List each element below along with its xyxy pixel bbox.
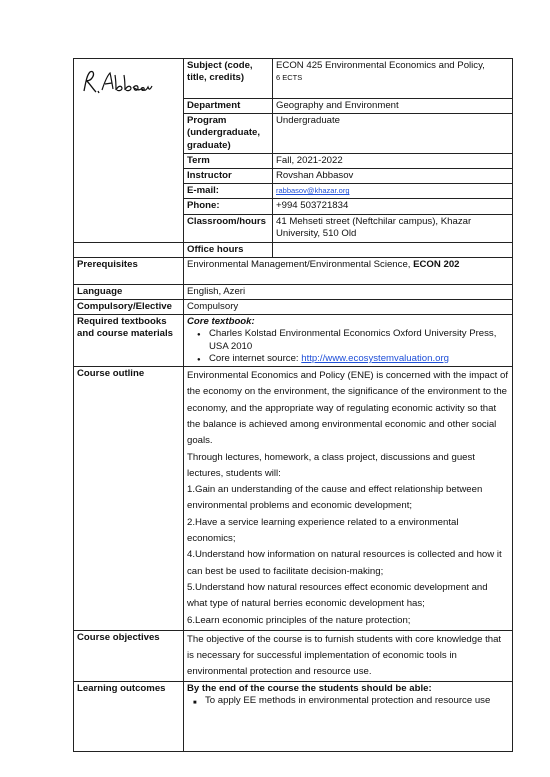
subject-value: ECON 425 Environmental Economics and Policy, [276,60,485,71]
office-hours-value [273,242,513,257]
prerequisites-value: Environmental Management/Environmental Science, [187,258,414,270]
prerequisites-cell [184,257,513,284]
term-value: Fall, 2021-2022 [273,153,513,168]
textbooks-list [187,328,509,365]
outline-paragraph: 5.Understand how natural resources effect economic development and what type of natural berries economic development has; [187,581,488,610]
outcomes-cell [184,681,513,751]
internet-source-label: Core internet source: [209,352,302,364]
subject-cell [273,59,513,99]
email-label: E-mail: [184,184,273,199]
syllabus-table [73,58,513,752]
subject-label: Subject (code, title, credits) [184,59,273,99]
outcomes-list [187,695,509,707]
classroom-value: 41 Mehseti street (Neftchilar campus), Khazar University, 510 Old [273,214,513,242]
department-label: Department [184,99,273,114]
signature-cell [74,59,184,243]
prerequisites-code: ECON 202 [413,258,460,270]
textbooks-label: Required textbooks and course materials [74,315,184,367]
office-hours-label: Office hours [184,242,273,257]
outline-paragraph: 1.Gain an understanding of the cause and effect relationship between environmental problems and economic development; [187,484,483,512]
outcomes-heading: By the end of the course the students should be able: [187,682,432,694]
outline-paragraph: Environmental Economics and Policy (ENE) is concerned with the impact of the economy on the environment, the significance of the environment to the economy, and the appropriate way of regulating economic activity so that the balance is achieved among environmental economic and other social goals. [187,370,508,447]
term-label: Term [184,153,273,168]
compulsory-value: Compulsory [184,300,513,315]
outline-paragraph: 2.Have a service learning experience related to a environmental economics; [187,516,459,545]
program-label: Program (undergraduate, graduate) [184,114,273,154]
classroom-label: Classroom/hours [184,214,273,242]
objectives-value: The objective of the course is to furnish students with core knowledge that is necessary for successful implementation of economic tools in environmental protection and resource use. [187,633,502,677]
email-cell [273,184,513,199]
internet-source-link[interactable]: http://www.ecosystemvaluation.org [301,352,449,364]
language-value: English, Azeri [184,284,513,299]
outline-paragraph: 4.Understand how information on natural resources is collected and how it can best be used to facilitate decision-making; [187,549,502,577]
outline-label: Course outline [74,367,184,631]
outcomes-label: Learning outcomes [74,681,184,751]
objectives-cell [184,630,513,681]
instructor-signature [78,67,156,97]
email-link[interactable]: rabbasov@khazar.org [276,186,350,196]
internet-source-item [209,353,509,365]
office-hours-spacer [74,242,184,257]
program-value: Undergraduate [273,114,513,154]
department-value: Geography and Environment [273,99,513,114]
outline-paragraph: Through lectures, homework, a class project, discussions and guest lectures, students will: [187,451,475,479]
prerequisites-label: Prerequisites [74,257,184,284]
textbooks-heading: Core textbook: [187,316,255,328]
outline-cell [184,367,513,631]
instructor-value: Rovshan Abbasov [273,169,513,184]
instructor-label: Instructor [184,169,273,184]
objectives-label: Course objectives [74,630,184,681]
phone-value: +994 503721834 [273,199,513,214]
phone-label: Phone: [184,199,273,214]
outline-paragraph: 6.Learn economic principles of the nature protection; [187,614,411,626]
textbooks-cell [184,315,513,367]
subject-credits: 6 ECTS [276,73,303,83]
compulsory-label: Compulsory/Elective [74,300,184,315]
textbook-item: ● Charles Kolstad Environmental Economics Oxford University Press, USA 2010 [209,328,509,352]
outcome-item: ■ To apply EE methods in environmental protection and resource use [205,695,509,707]
language-label: Language [74,284,184,299]
